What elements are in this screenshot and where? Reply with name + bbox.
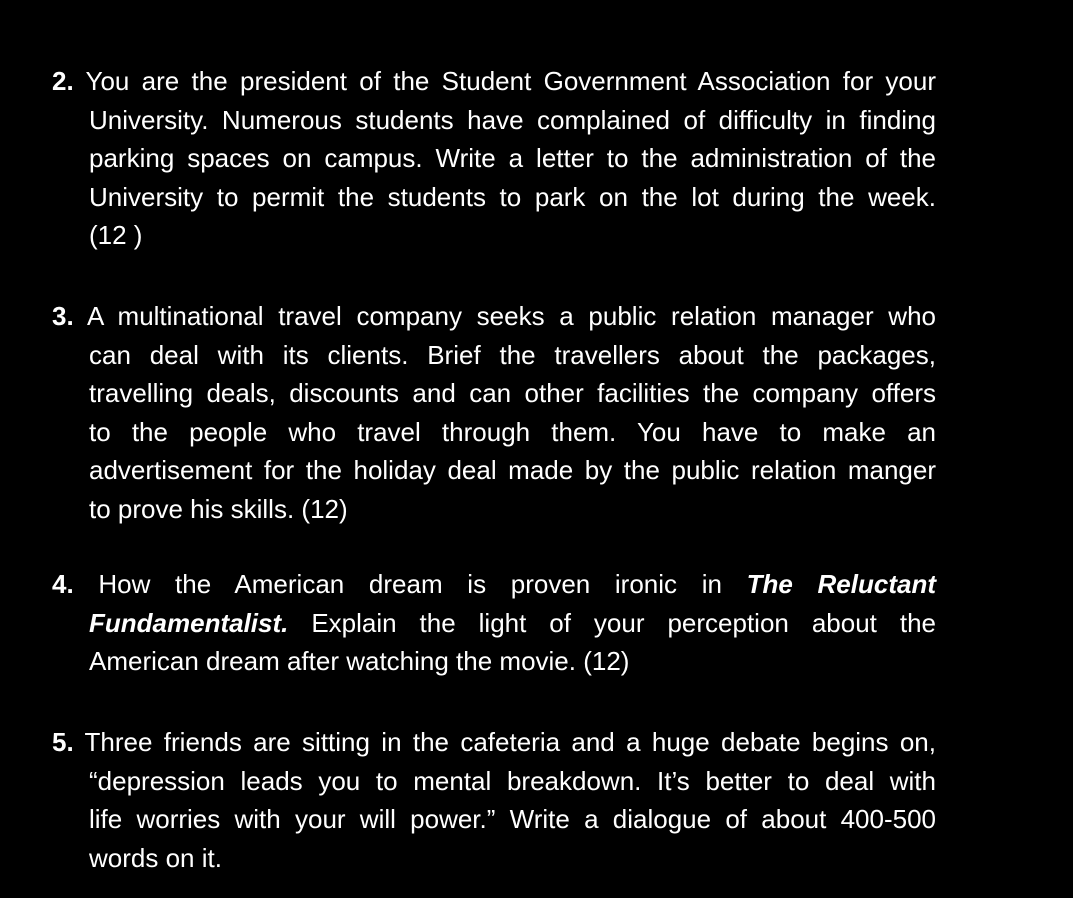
question-3-line-6: to prove his skills. (12)	[89, 493, 348, 524]
question-text: A multinational travel company seeks a public relation manager who	[73, 301, 936, 331]
question-3	[52, 297, 936, 528]
question-2-marks: (12 )	[89, 220, 143, 250]
question-number: 4.	[52, 569, 74, 599]
question-4-line-3: American dream after watching the movie. (12)	[89, 646, 630, 676]
question-number: 3.	[52, 301, 74, 331]
question-3-line-2: can deal with its clients. Brief the travellers about the packages,	[89, 339, 936, 370]
question-4	[52, 565, 936, 681]
question-text: Explain the light of your perception about the	[288, 607, 936, 638]
question-2-line-2: University. Numerous students have complained of difficulty in finding	[89, 104, 936, 135]
question-2	[52, 62, 936, 255]
book-title-part-2: Fundamentalist.	[89, 607, 289, 638]
question-3-line-5: advertisement for the holiday deal made by the public relation manger	[89, 455, 936, 485]
question-4-line-2	[52, 604, 936, 643]
question-5-line-1	[52, 723, 936, 762]
question-3-line-3: travelling deals, discounts and can other facilities the company offers	[89, 378, 936, 408]
question-text: You are the president of the Student Government Association for your	[73, 66, 936, 96]
question-5-line-3: life worries with your will power.” Write a dialogue of about 400-500	[89, 804, 936, 834]
question-number: 5.	[52, 727, 74, 757]
book-title-part-1: The Reluctant	[746, 569, 936, 599]
question-5-line-2: “depression leads you to mental breakdown. It’s better to deal with	[89, 765, 936, 796]
question-2-line-4: University to permit the students to park on the lot during the week.	[89, 181, 936, 212]
question-5	[52, 723, 936, 877]
question-text: Three friends are sitting in the cafeteria and a huge debate begins on,	[73, 727, 936, 757]
question-4-line-1	[52, 565, 936, 604]
question-5-line-4: words on it.	[89, 842, 222, 873]
question-2-line-1	[52, 62, 936, 101]
question-2-line-3: parking spaces on campus. Write a letter to the administration of the	[89, 143, 936, 173]
question-3-line-4: to the people who travel through them. You have to make an	[89, 416, 936, 447]
question-number: 2.	[52, 66, 74, 96]
question-3-line-1	[52, 297, 936, 336]
question-text: How the American dream is proven ironic in	[73, 569, 747, 599]
